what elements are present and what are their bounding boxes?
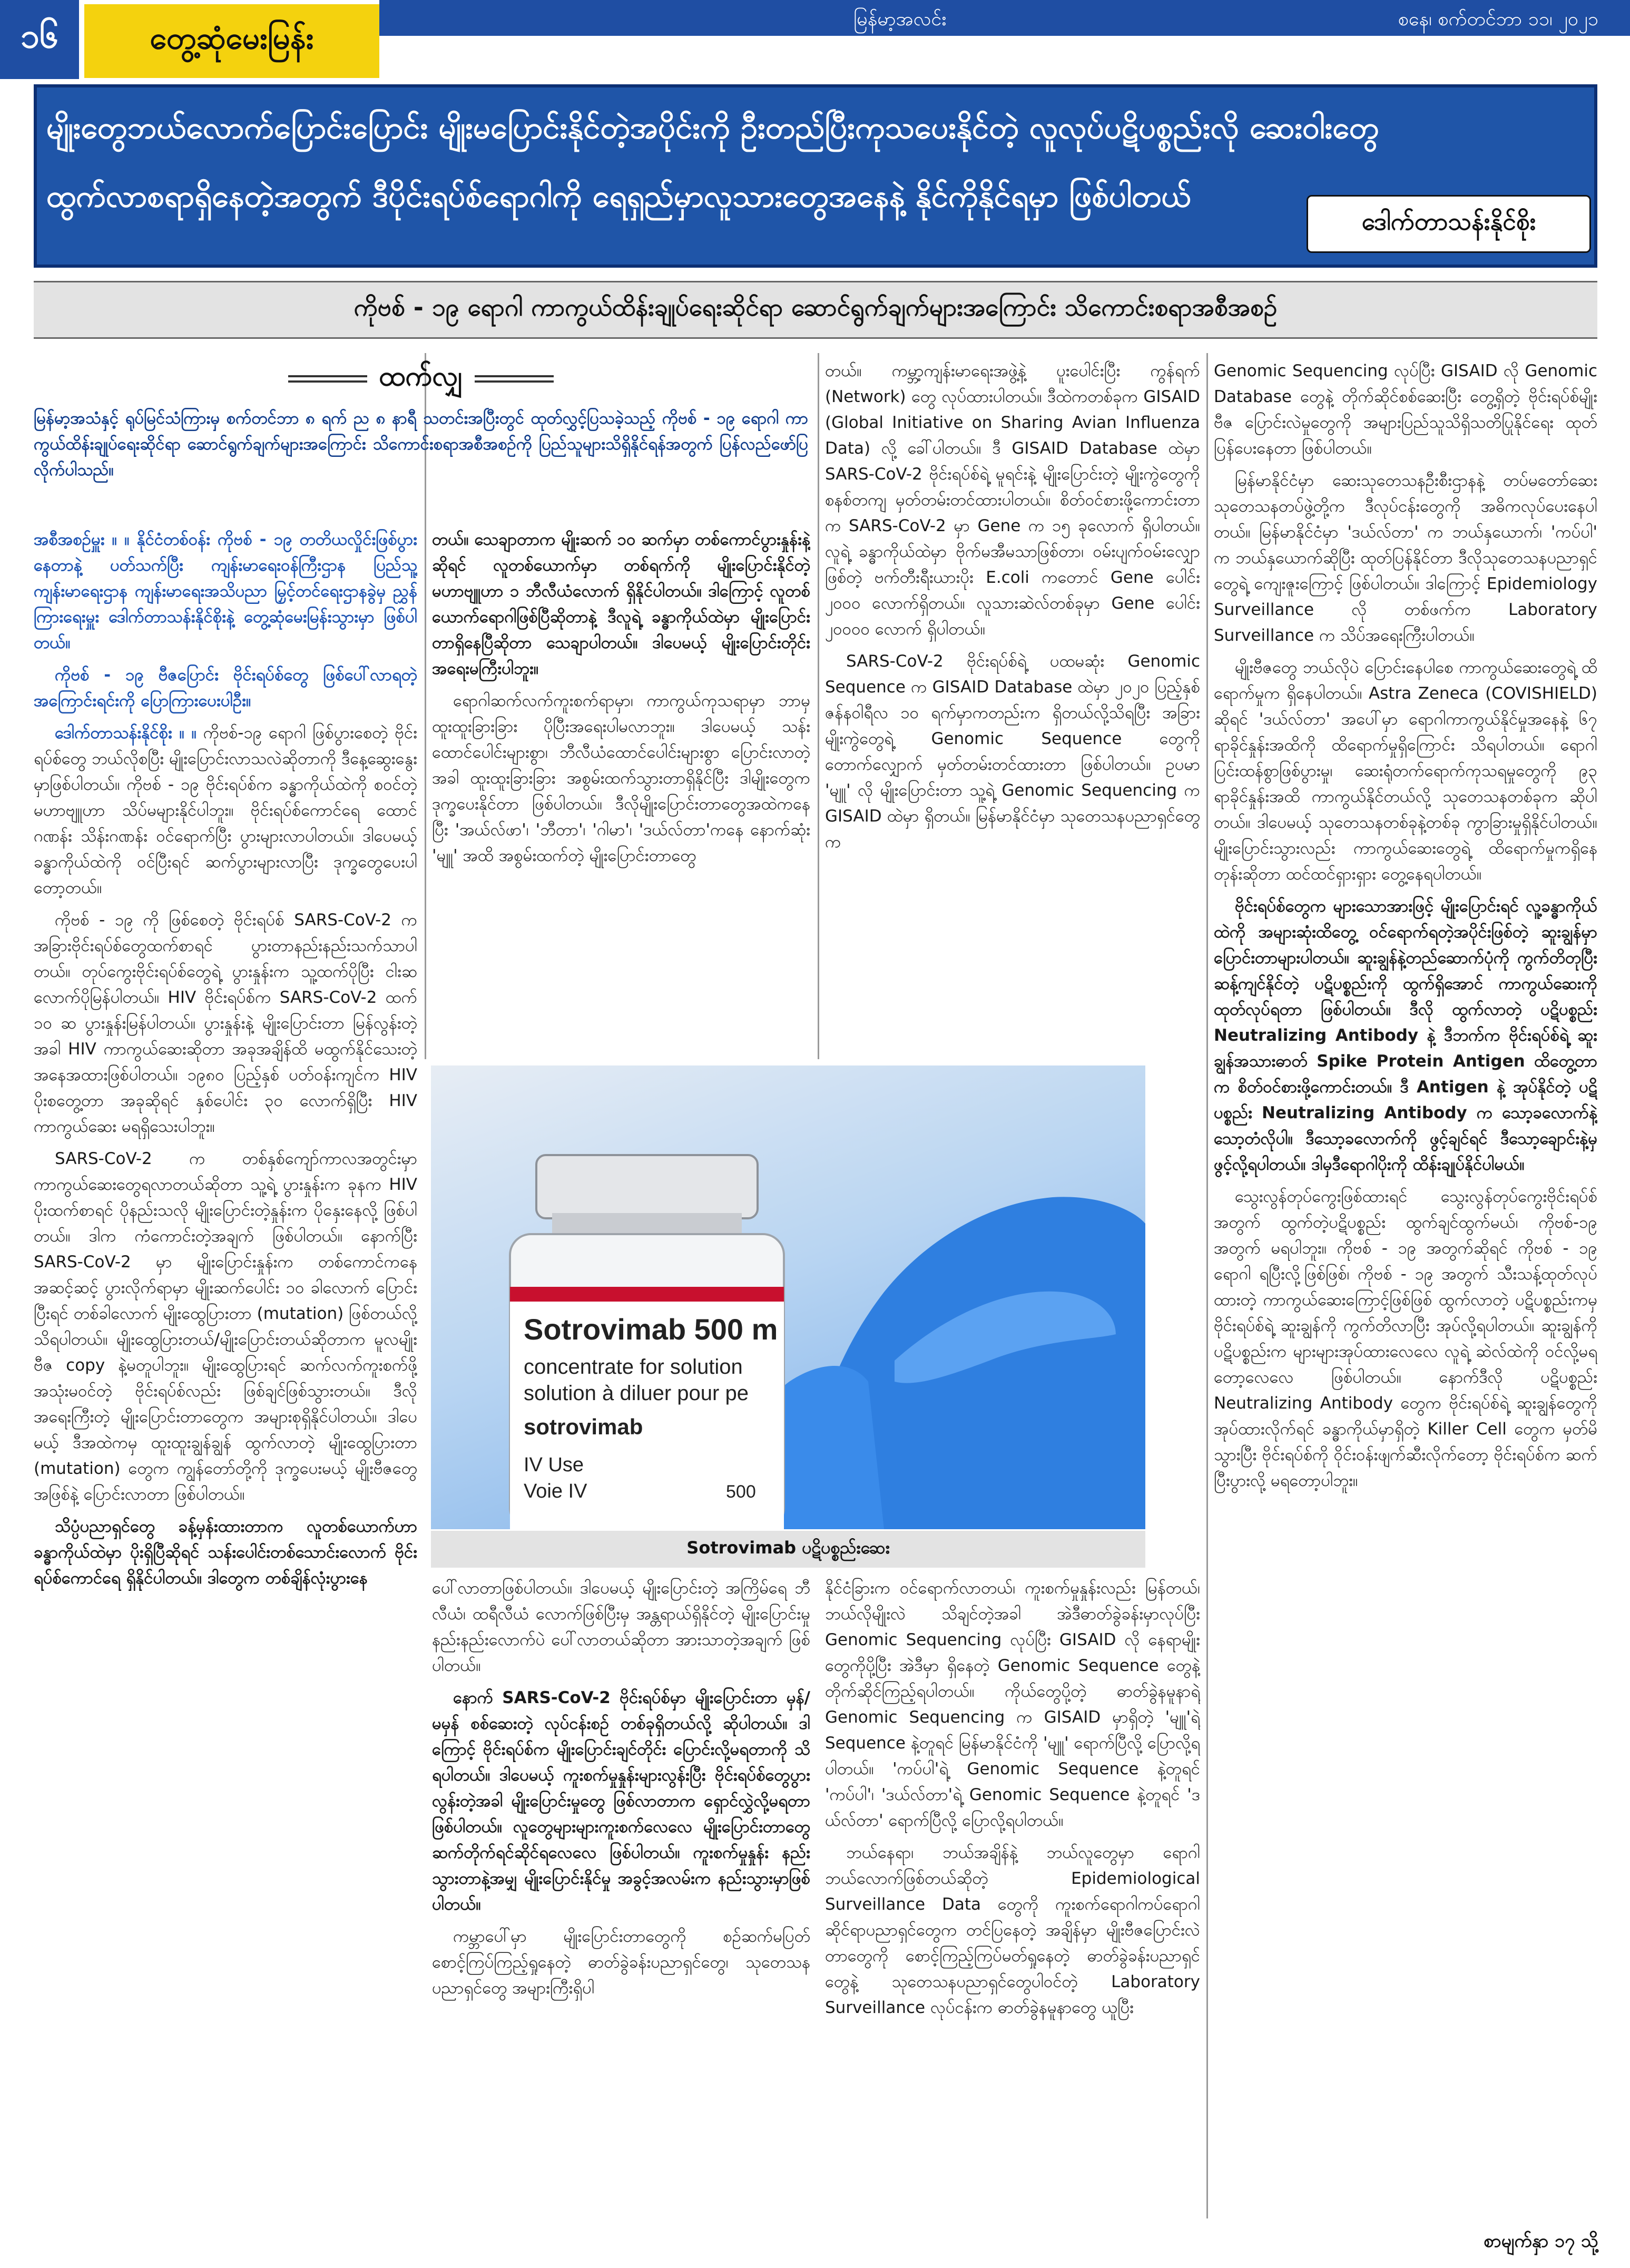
article-column-2-lower: [432, 1576, 810, 2218]
paragraph: ရောဂါဆက်လက်ကူးစက်ရာမှာ၊ ကာကွယ်ကုသရာမှာ ဘာမှထူးထူးခြားခြား ပိုပြီးအရေးပါမလာဘူး။ ဒါပေမယ့် သန်းထောင်ပေါင်းများစွာ၊ ဘီလီယံထောင်ပေါင်းများစွာ ပြောင်းလာတဲ့အခါ ထူးထူးခြားခြား အစွမ်းထက်သွားတာရှိနိုင်ပြီး ဒါမျိုးတွေက ဒုက္ခပေးနိုင်တာ ဖြစ်ပါတယ်။ ဒီလိုမျိုးပြောင်းတာတွေအထဲကနေပြီး 'အယ်လ်ဖာ'၊ 'ဘီတာ'၊ 'ဂါမာ'၊ 'ဒယ်လ်တာ'ကနေ နောက်ဆုံး 'မျူ' အထိ အစွမ်းထက်တဲ့ မျိုးပြောင်းတာတွေ: [432, 691, 810, 865]
answer-text: ကိုဗစ်-၁၉ ရောဂါ ဖြစ်ပွားစေတဲ့ ဗိုင်းရပ်စ်တွေ ဘယ်လိုစပြီး မျိုးပြောင်းလာသလဲဆိုတာကို ဒီနေ့ဆွေးနွေးမှာဖြစ်ပါတယ်။ ကိုဗစ် - ၁၉ ဗိုင်းရပ်စ်က ခန္ဓာကိုယ်ထဲကို စဝင်တဲ့မဟာဗျူဟာ သိပ်မများနိုင်ပါဘူး။ ဗိုင်းရပ်စ်ကောင်ရေ ထောင်ဂဏန်း သိန်းဂဏန်း ဝင်ရောက်ပြီး ပွားများလာပါတယ်။ ဒါပေမယ့် ခန္ဓာကိုယ်ထဲကို ဝင်ပြီးရင် ဆက်ပွားများလာပြီး ဒုက္ခတွေပေးပါတော့တယ်။: [34, 724, 417, 897]
intro-paragraph: မြန်မာ့အသံနှင့် ရုပ်မြင်သံကြားမှ စက်တင်ဘာ ၈ ရက် ည ၈ နာရီ သတင်းအပြီးတွင် ထုတ်လွှင့်ပြသခဲ့သည့် ကိုဗစ် - ၁၉ ရောဂါ ကာကွယ်ထိန်းချုပ်ရေးဆိုင်ရာ ဆောင်ရွက်ချက်များအကြောင်း သိကောင်းစရာအစီအစဉ်ကို ပြည်သူများသိရှိနိုင်ရန်အတွက် ပြန်လည်ဖော်ပြလိုက်ပါသည်။: [34, 409, 808, 480]
article-column-1: [34, 527, 417, 2213]
speaker-label: ဒေါက်တာသန်းနိုင်စိုး ။ ။: [55, 724, 197, 742]
vial-brand-text: Sotrovimab 500 m: [524, 1313, 778, 1346]
paragraph: မြန်မာနိုင်ငံမှာ ဆေးသုတေသနဦးစီးဌာနနဲ့ တပ်မတော်ဆေးသုတေသနတပ်ဖွဲ့တို့က ဒီလုပ်ငန်းတွေကို အဓိကလုပ်ပေးနေပါတယ်။ မြန်မာနိုင်ငံမှာ 'ဒယ်လ်တာ' က ဘယ်နှယောက်၊ 'ကပ်ပါ' က ဘယ်နှယောက်ဆိုပြီး ထုတ်ပြန်နိုင်တာ ဒီလိုသုတေသနပညာရှင်တွေရဲ့ ကျေးဇူးကြောင့် ဖြစ်ပါတယ်။ ဒါကြောင့် Epidemiology Surveillance လို တစ်ဖက်က Laboratory Surveillance က သိပ်အရေးကြီးပါတယ်။: [1214, 471, 1597, 645]
vial-illustration: [431, 1065, 1145, 1529]
vial-label-line-2: solution à diluer pour pe: [524, 1382, 749, 1405]
paragraph: နောက် SARS-CoV-2 ဗိုင်းရပ်စ်မှာ မျိုးပြောင်းတာ မှန်/ မမှန် စစ်ဆေးတဲ့ လုပ်ငန်းစဉ် တစ်ခုရှိတယ်လို့ ဆိုပါတယ်။ ဒါကြောင့် ဗိုင်းရပ်စ်က မျိုးပြောင်းချင်တိုင်း ပြောင်းလို့မရတာကို သိရပါတယ်။ ဒါပေမယ့် ကူးစက်မှုနှုန်းများလွန်းပြီး ဗိုင်းရပ်စ်တွေပွားလွန်းတဲ့အခါ မျိုးပြောင်းမှုတွေ ဖြစ်လာတာက ရှောင်လွှဲလို့မရတာ ဖြစ်ပါတယ်။ လူတွေများများကူးစက်လေလေ မျိုးပြောင်းတာတွေ ဆက်တိုက်ရင်ဆိုင်ရလေလေ ဖြစ်ပါတယ်။ ကူးစက်မှုနှုန်း နည်းသွားတာနဲ့အမျှ မျိုးပြောင်းနိုင်မှု အခွင့်အလမ်းက နည်းသွားမှာဖြစ်ပါတယ်။: [432, 1688, 810, 1914]
continued-on-page: စာမျက်နှာ ၁၇ သို့: [1484, 2231, 1598, 2252]
paragraph: ကိုဗစ် - ၁၉ ကို ဖြစ်စေတဲ့ ဗိုင်းရပ်စ် SARS-CoV-2 က အခြားဗိုင်းရပ်စ်တွေထက်စာရင် ပွားတာနည်းနည်းသက်သာပါတယ်။ တုပ်ကွေးဗိုင်းရပ်စ်တွေရဲ့ ပွားနှုန်းက သူ့ထက်ပိုပြီး ငါးဆလောက်ပိုမြန်ပါတယ်။ HIV ဗိုင်းရပ်စ်က SARS-CoV-2 ထက် ၁၀ ဆ ပွားနှုန်းမြန်ပါတယ်။ ပွားနှုန်းနဲ့ မျိုးပြောင်းတာ မြန်လွန်းတဲ့အခါ HIV ကာကွယ်ဆေးဆိုတာ အခုအချိန်ထိ မထွက်နိုင်သေးတဲ့ အနေအထားဖြစ်ပါတယ်။ ၁၉၈၀ ပြည့်နှစ် ပတ်ဝန်းကျင်က HIV ပိုးစတွေ့တာ အခုဆိုရင် နှစ်ပေါင်း ၃၀ လောက်ရှိပြီး HIV ကာကွယ်ဆေး မရရှိသေးပါဘူး။: [34, 911, 417, 1136]
paragraph: SARS-CoV-2 က တစ်နှစ်ကျော်ကာလအတွင်းမှာ ကာကွယ်ဆေးတွေရလာတယ်ဆိုတာ သူ့ရဲ့ ပွားနှုန်းက ခုနက HIV ပိုးထက်စာရင် ပိုနည်းသလို မျိုးပြောင်းတဲ့နှုန်းက ပိုနှေးနေလို့ ဖြစ်ပါတယ်။ ဒါက ကံကောင်းတဲ့အချက် ဖြစ်ပါတယ်။ နောက်ပြီး SARS-CoV-2 မှာ မျိုးပြောင်းနှုန်းက တစ်ကောင်ကနေ အဆင့်ဆင့် ပွားလိုက်ရာမှာ မျိုးဆက်ပေါင်း ၁၀ ခါလောက် ပြောင်းပြီးရင် တစ်ခါလောက် မျိုးထွေပြားတာ (mutation) ဖြစ်တယ်လို့ သိရပါတယ်။ မျိုးထွေပြားတယ်/မျိုးပြောင်းတယ်ဆိုတာက မူလမျိုးဗီဇ copy နဲ့မတူပါဘူး။ မျိုးထွေပြားရင် ဆက်လက်ကူးစက်ဖို့ အသုံးမဝင်တဲ့ ဗိုင်းရပ်စ်လည်း ဖြစ်ချင်ဖြစ်သွားတယ်။ ဒီလို အရေးကြီးတဲ့ မျိုးပြောင်းတာတွေက အများစုရှိနိုင်ပါတယ်။ ဒါပေမယ့် ဒီအထဲကမှ ထူးထူးချွန်ချွန် ထွက်လာတဲ့ မျိုးထွေပြားတာ (mutation) တွေက ကျွန်တော်တို့ကို ဒုက္ခပေးမယ့် မျိုးဗီဇတွေအဖြစ်နဲ့ ပြောင်းလာတာ ဖြစ်ပါတယ်။: [34, 1149, 417, 1504]
paragraph: မျိုးဗီဇတွေ ဘယ်လိုပဲ ပြောင်းနေပါစေ ကာကွယ်ဆေးတွေရဲ့ ထိရောက်မှုက ရှိနေပါတယ်။ Astra Zeneca (COVISHIELD) ဆိုရင် 'ဒယ်လ်တာ' အပေါ်မှာ ရောဂါကာကွယ်နိုင်မှုအနေနဲ့ ၆၇ ရာခိုင်နှုန်းအထိကို ထိရောက်မှုရှိကြောင်း သိရပါတယ်။ ရောဂါပြင်းထန်စွာဖြစ်ပွားမှု၊ ဆေးရုံတက်ရောက်ကုသရမှုတွေကို ၉၃ ရာခိုင်နှုန်းအထိ ကာကွယ်နိုင်တယ်လို့ သုတေသနတစ်ခုက ဆိုပါတယ်။ ဒါပေမယ့် သုတေသနတစ်ခုနဲ့တစ်ခု ကွာခြားမှုရှိနိုင်ပါတယ်။ မျိုးပြောင်းသွားလည်း ကာကွယ်ဆေးတွေရဲ့ ထိရောက်မှုကရှိနေတုန်းဆိုတာ ထင်ထင်ရှားရှား တွေ့နေရပါတယ်။: [1214, 658, 1597, 884]
photo-caption: Sotrovimab ပဋိပစ္စည်းဆေး: [431, 1531, 1145, 1568]
byline: ဒေါက်တာသန်းနိုင်စိုး: [1307, 195, 1591, 253]
paragraph: နိုင်ငံခြားက ဝင်ရောက်လာတယ်၊ ကူးစက်မှုနှုန်းလည်း မြန်တယ်၊ ဘယ်လိုမျိုးလဲ သိချင်တဲ့အခါ အဲဒီဓာတ်ခွဲခန်းမှာလုပ်ပြီး Genomic Sequencing လုပ်ပြီး GISAID လို နေရာမျိုးတွေကိုပို့ပြီး အဲဒီမှာ ရှိနေတဲ့ Genomic Sequence တွေနဲ့ တိုက်ဆိုင်ကြည့်ရပါတယ်။ ကိုယ်တွေပို့တဲ့ ဓာတ်ခွဲနမူနာရဲ့ Genomic Sequencing က GISAID မှာရှိတဲ့ 'မျူ'ရဲ့ Sequence နဲ့တူရင် မြန်မာနိုင်ငံကို 'မျူ' ရောက်ပြီလို့ ပြောလို့ရပါတယ်။ 'ကပ်ပါ'ရဲ့ Genomic Sequence နဲ့တူရင် 'ကပ်ပါ'၊ 'ဒယ်လ်တာ'ရဲ့ Genomic Sequence နဲ့တူရင် 'ဒယ်လ်တာ' ရောက်ပြီလို့ ပြောလို့ရပါတယ်။: [825, 1579, 1200, 1830]
paragraph: တယ်။ သေချာတာက မျိုးဆက် ၁၀ ဆက်မှာ တစ်ကောင်ပွားနှုန်းနဲ့ဆိုရင် လူတစ်ယောက်မှာ တစ်ရက်ကို မျိုးပြောင်းနိုင်တဲ့မဟာဗျူဟာ ၁ ဘီလီယံလောက် ရှိနိုင်ပါတယ်။ ဒါကြောင့် လူတစ်ယောက်ရောဂါဖြစ်ပြီဆိုတာနဲ့ ဒီလူရဲ့ ခန္ဓာကိုယ်ထဲမှာ မျိုးပြောင်းတာရှိနေပြီဆိုတာ သေချာပါတယ်။ ဒါပေမယ့် မျိုးပြောင်းတိုင်း အရေးမကြီးပါဘူး။: [432, 530, 810, 678]
sotrovimab-vial-photo: [431, 1065, 1145, 1529]
article-column-3-upper: [825, 358, 1200, 1059]
paragraph: တယ်။ ကမ္ဘာ့ကျန်းမာရေးအဖွဲ့နဲ့ ပူးပေါင်းပြီး ကွန်ရက် (Network) တွေ လုပ်ထားပါတယ်။ ဒီထဲကတစ်ခုက GISAID (Global Initiative on Sharing Avian Influenza Data) လို့ ခေါ်ပါတယ်။ ဒီ GISAID Database ထဲမှာ SARS-CoV-2 ဗိုင်းရပ်စ်ရဲ့ မူရင်းနဲ့ မျိုးပြောင်းတဲ့ မျိုးကွဲတွေကို စနစ်တကျ မှတ်တမ်းတင်ထားပါတယ်။ စိတ်ဝင်စားဖို့ကောင်းတာက SARS-CoV-2 မှာ Gene က ၁၅ ခုလောက် ရှိပါတယ်။ လူရဲ့ ခန္ဓာကိုယ်ထဲမှာ ဗိုက်မအီမသာဖြစ်တာ၊ ဝမ်းပျက်ဝမ်းလျှောဖြစ်တဲ့ ဗက်တီးရီးယားပိုး E.coli ကတောင် Gene ပေါင်း ၂၀၀၀ လောက်ရှိတယ်။ လူသားဆဲလ်တစ်ခုမှာ Gene ပေါင်း ၂၀၀၀၀ လောက် ရှိပါတယ်။: [825, 361, 1200, 639]
paragraph: သွေးလွန်တုပ်ကွေးဖြစ်ထားရင် သွေးလွန်တုပ်ကွေးဗိုင်းရပ်စ်အတွက် ထွက်တဲ့ပဋိပစ္စည်း ထွက်ချင်ထွက်မယ်၊ ကိုဗစ်-၁၉ အတွက် မရပါဘူး။ ကိုဗစ် - ၁၉ အတွက်ဆိုရင် ကိုဗစ် - ၁၉ ရောဂါ ရပြီးလို့ဖြစ်ဖြစ်၊ ကိုဗစ် - ၁၉ အတွက် သီးသန့်ထုတ်လုပ်ထားတဲ့ ကာကွယ်ဆေးကြောင့်ဖြစ်ဖြစ် ထွက်လာတဲ့ ပဋိပစ္စည်းကမှ ဗိုင်းရပ်စ်ရဲ့ ဆူးချွန်ကို ကွက်တိလာပြီး အုပ်လို့ရပါတယ်။ ဆူးချွန်ကို ပဋိပစ္စည်းက များများအုပ်ထားလေလေ လူရဲ့ ဆဲလ်ထဲကို ဝင်လို့မရတော့လေလေ ဖြစ်ပါတယ်။ နောက်ဒီလို ပဋိပစ္စည်း Neutralizing Antibody တွေက ဗိုင်းရပ်စ်ရဲ့ ဆူးချွန်တွေကို အုပ်ထားလိုက်ရင် ခန္ဓာကိုယ်မှာရှိတဲ့ Killer Cell တွေက မှတ်မိသွားပြီး ဗိုင်းရပ်စ်ကို ဝိုင်းဝန်းဖျက်ဆီးလိုက်တော့ ဗိုင်းရပ်စ်က ဆက်ပြီးပွားလို့ မရတော့ပါဘူး။: [1214, 1187, 1597, 1490]
paragraph: Genomic Sequencing လုပ်ပြီး GISAID လို Genomic Database တွေနဲ့ တိုက်ဆိုင်စစ်ဆေးပြီး တွေ့ရှိတဲ့ ဗိုင်းရပ်စ်မျိုးဗီဇ ပြောင်းလဲမှုတွေကို အများပြည်သူသိရှိသတိပြုနိုင်ရေး ထုတ်ပြန်ပေးနေတာ ဖြစ်ပါတယ်။: [1214, 361, 1597, 458]
vial-drug-name: sotrovimab: [524, 1414, 643, 1439]
column-divider: [818, 353, 819, 1059]
column-divider: [1206, 353, 1208, 2218]
host-question: အစီအစဉ်မှူး ။ ။ နိုင်ငံတစ်ဝန်း ကိုဗစ် - ၁၉ တတိယလှိုင်းဖြစ်ပွားနေတာနဲ့ ပတ်သက်ပြီး ကျန်းမာရေးဝန်ကြီးဌာန ပြည်သူ့ကျန်းမာရေးဌာန ကျန်းမာရေးအသိပညာ မြှင့်တင်ရေးဌာနခွဲမှ ညွှန်ကြားရေးမှူး ဒေါက်တာသန်းနိုင်စိုးနဲ့ တွေ့ဆုံမေးမြန်းသွားမှာ ဖြစ်ပါတယ်။: [34, 530, 417, 652]
vial-number: 500: [726, 1482, 756, 1502]
newspaper-name: မြန်မာ့အလင်း: [853, 8, 947, 30]
vial-use-2: Voie IV: [524, 1480, 587, 1502]
article-column-4: [1214, 358, 1597, 2224]
issue-date: စနေ၊ စက်တင်ဘာ ၁၁၊ ၂၀၂၁: [1398, 8, 1598, 30]
headline-line-1: မျိုးတွေဘယ်လောက်ပြောင်းပြောင်း မျိုးမပြောင်းနိုင်တဲ့အပိုင်းကို ဦးတည်ပြီးကုသပေးနိုင်တဲ့ လူလုပ်ပဋိပစ္စည်းလို ဆေးဝါးတွေ: [46, 110, 1379, 145]
paragraph: ပေါ်လာတာဖြစ်ပါတယ်။ ဒါပေမယ့် မျိုးပြောင်းတဲ့ အကြိမ်ရေ ဘီလီယံ၊ ထရီလီယံ လောက်ဖြစ်ပြီးမှ အန္တရာယ်ရှိနိုင်တဲ့ မျိုးပြောင်းမှု နည်းနည်းလောက်ပဲ ပေါ်လာတယ်ဆိုတာ အားသာတဲ့အချက် ဖြစ်ပါတယ်။: [432, 1579, 810, 1675]
article-column-2-upper: [432, 527, 810, 1059]
subheadline: ကိုဗစ် - ၁၉ ရောဂါ ကာကွယ်ထိန်းချုပ်ရေးဆိုင်ရာ ဆောင်ရွက်ချက်များအကြောင်း သိကောင်းစရာအစီအစဉ်: [34, 281, 1597, 339]
article-column-3-lower: [825, 1576, 1200, 2218]
vial-label-line-1: concentrate for solution: [524, 1355, 743, 1379]
paragraph: ကမ္ဘာပေါ်မှာ မျိုးပြောင်းတာတွေကို စဉ်ဆက်မပြတ် စောင့်ကြပ်ကြည့်ရှုနေတဲ့ ဓာတ်ခွဲခန်းပညာရှင်တွေ၊ သုတေသနပညာရှင်တွေ အများကြီးရှိပါ: [432, 1927, 810, 1998]
masthead-bar: [379, 0, 1630, 36]
paragraph: ဘယ်နေရာ၊ ဘယ်အချိန်နဲ့ ဘယ်လူတွေမှာ ရောဂါဘယ်လောက်ဖြစ်တယ်ဆိုတဲ့ Epidemiological Surveillance Data တွေကို ကူးစက်ရောဂါကပ်ရောဂါဆိုင်ရာပညာရှင်တွေက တင်ပြနေတဲ့ အချိန်မှာ မျိုးဗီဇပြောင်းလဲတာတွေကို စောင့်ကြည့်ကြပ်မတ်ရှုနေတဲ့ ဓာတ်ခွဲခန်းပညာရှင်တွေနဲ့ သုတေသနပညာရှင်တွေပါဝင်တဲ့ Laboratory Surveillance လုပ်ငန်းက ဓာတ်ခွဲနမူနာတွေ ယူပြီး: [825, 1843, 1200, 2017]
paragraph: သိပ္ပံပညာရှင်တွေ ခန့်မှန်းထားတာက လူတစ်ယောက်ဟာ ခန္ဓာကိုယ်ထဲမှာ ပိုးရှိပြီဆိုရင် သန်းပေါင်းတစ်သောင်းလောက် ဗိုင်းရပ်စ်ကောင်ရေ ရှိနိုင်ပါတယ်။ ဒါတွေက တစ်ချိန်လုံးပွားနေ: [34, 1517, 417, 1588]
section-title: တွေ့ဆုံမေးမြန်း: [84, 4, 379, 78]
page-number: ၁၆: [0, 0, 79, 79]
host-question-2: ကိုဗစ် - ၁၉ ဗီဇပြောင်း ဗိုင်းရပ်စ်တွေ ဖြစ်ပေါ်လာရတဲ့ အကြောင်းရင်းကို ပြောကြားပေးပါဦး။: [34, 666, 417, 710]
headline-line-2: ထွက်လာစရာရှိနေတဲ့အတွက် ဒီပိုင်းရပ်စ်ရောဂါကို ရေရှည်မှာလူသားတွေအနေနဲ့ နိုင်ကိုနိုင်ရမှာ ဖြစ်ပါတယ်: [46, 178, 1191, 214]
paragraph: ဗိုင်းရပ်စ်တွေက များသောအားဖြင့် မျိုးပြောင်းရင် လူ့ခန္ဓာကိုယ်ထဲကို အများဆုံးထိတွေ့ ဝင်ရောက်ရတဲ့အပိုင်းဖြစ်တဲ့ ဆူးချွန်မှာ ပြောင်းတာများပါတယ်။ ဆူးချွန်နဲ့တည်ဆောက်ပုံကို ကွက်တိတုပြီး ဆန့်ကျင်နိုင်တဲ့ ပဋိပစ္စည်းကို ထွက်ရှိအောင် ကာကွယ်ဆေးကို ထုတ်လုပ်ရတာ ဖြစ်ပါတယ်။ ဒီလို ထွက်လာတဲ့ ပဋိပစ္စည်း Neutralizing Antibody နဲ့ ဒီဘက်က ဗိုင်းရပ်စ်ရဲ့ ဆူးချွန်အသားဓာတ် Spike Protein Antigen ထိတွေ့တာက စိတ်ဝင်စားဖို့ကောင်းတယ်။ ဒီ Antigen နဲ့ အုပ်နိုင်တဲ့ ပဋိပစ္စည်း Neutralizing Antibody က သော့ခလောက်နဲ့ သော့တံလိုပါ။ ဒီသော့ခလောက်ကို ဖွင့်ချင်ရင် ဒီသော့ချောင်းနဲ့မှ ဖွင့်လို့ရပါတယ်။ ဒါမှဒီရောဂါပိုးကို ထိန်းချုပ်နိုင်ပါမယ်။: [1214, 897, 1597, 1174]
continued-label: ထက်လျှ: [34, 358, 808, 399]
paragraph: SARS-CoV-2 ဗိုင်းရပ်စ်ရဲ့ ပထမဆုံး Genomic Sequence က GISAID Database ထဲမှာ ၂၀၂၀ ပြည့်နှစ် ဇန်နဝါရီလ ၁၀ ရက်မှာကတည်းက ရှိတယ်လို့သိရပြီး အခြားမျိုးကွဲတွေရဲ့ Genomic Sequence တွေကို တောက်လျှောက် မှတ်တမ်းတင်ထားတာ ဖြစ်ပါတယ်။ ဥပမာ 'မျူ' လို မျိုးပြောင်းတာ သူ့ရဲ့ Genomic Sequencing က GISAID ထဲမှာ ရှိတယ်။ မြန်မာနိုင်ငံမှာ သုတေသနပညာရှင်တွေက: [825, 652, 1200, 852]
vial-use-1: IV Use: [524, 1454, 584, 1476]
